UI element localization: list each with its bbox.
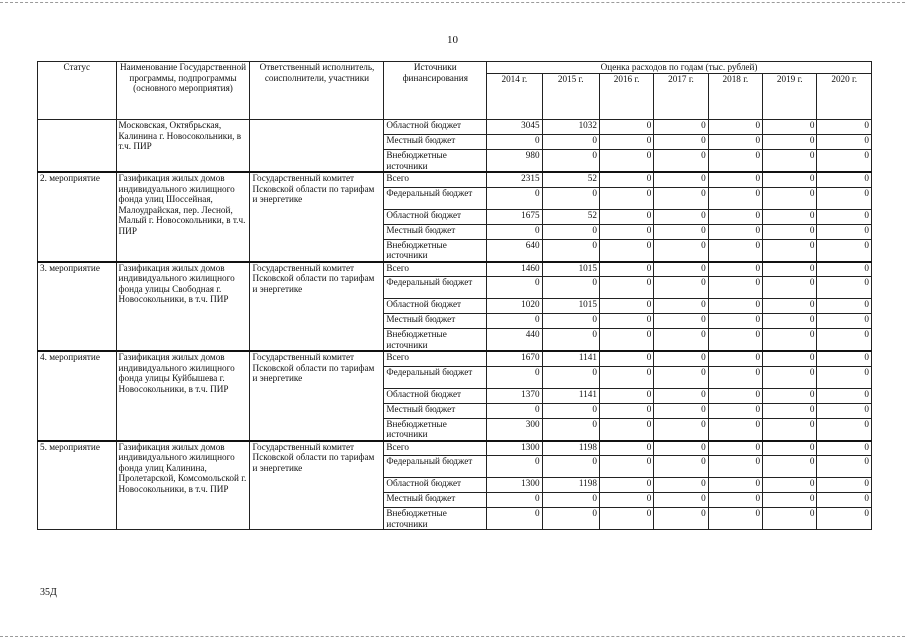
amount-cell: 0 <box>487 403 542 418</box>
amount-cell: 0 <box>708 299 762 314</box>
amount-cell: 0 <box>763 508 817 530</box>
amount-cell: 0 <box>817 172 872 187</box>
amount-cell: 0 <box>542 456 599 478</box>
amount-cell: 1670 <box>487 351 542 366</box>
amount-cell: 0 <box>708 351 762 366</box>
amount-cell: 0 <box>708 493 762 508</box>
funding-source-cell: Местный бюджет <box>384 493 487 508</box>
amount-cell: 0 <box>654 239 708 262</box>
header-sources: Источники финансирования <box>384 62 487 120</box>
executor-cell: Государственный комитет Псковской области по тарифам и энергетике <box>250 441 384 530</box>
table-row <box>38 351 872 366</box>
amount-cell: 0 <box>817 209 872 224</box>
header-program: Наименование Государственной программы, подпрограммы (основного мероприятия) <box>116 62 250 120</box>
amount-cell: 0 <box>654 508 708 530</box>
amount-cell: 0 <box>817 366 872 388</box>
amount-cell: 0 <box>487 314 542 329</box>
funding-source-cell: Всего <box>384 351 487 366</box>
amount-cell: 0 <box>763 441 817 456</box>
amount-cell: 0 <box>599 120 653 135</box>
amount-cell: 0 <box>654 120 708 135</box>
amount-cell: 0 <box>654 418 708 441</box>
amount-cell: 0 <box>708 508 762 530</box>
amount-cell: 0 <box>817 418 872 441</box>
header-year: 2016 г. <box>599 74 653 120</box>
funding-source-cell: Всего <box>384 441 487 456</box>
amount-cell: 0 <box>654 224 708 239</box>
amount-cell: 0 <box>763 187 817 209</box>
funding-source-cell: Всего <box>384 172 487 187</box>
amount-cell: 0 <box>599 493 653 508</box>
status-cell <box>38 120 117 173</box>
amount-cell: 0 <box>599 150 653 173</box>
amount-cell: 0 <box>654 351 708 366</box>
program-cell: Газификация жилых домов индивидуального жилищного фонда улицы Свободная г. Новосокольники, в т.ч. ПИР <box>116 262 250 352</box>
table-row <box>38 120 872 135</box>
amount-cell: 0 <box>708 478 762 493</box>
amount-cell: 1032 <box>542 120 599 135</box>
amount-cell: 0 <box>542 508 599 530</box>
table-row <box>38 441 872 456</box>
amount-cell: 0 <box>708 224 762 239</box>
header-cost-estimate: Оценка расходов по годам (тыс. рублей) <box>487 62 872 74</box>
amount-cell: 0 <box>654 403 708 418</box>
amount-cell: 0 <box>487 456 542 478</box>
amount-cell: 0 <box>654 314 708 329</box>
table-body <box>38 120 872 530</box>
amount-cell: 1198 <box>542 478 599 493</box>
amount-cell: 0 <box>817 239 872 262</box>
amount-cell: 1141 <box>542 351 599 366</box>
amount-cell: 0 <box>654 366 708 388</box>
amount-cell: 0 <box>654 441 708 456</box>
amount-cell: 0 <box>763 224 817 239</box>
amount-cell: 0 <box>654 172 708 187</box>
amount-cell: 0 <box>763 172 817 187</box>
amount-cell: 0 <box>708 456 762 478</box>
amount-cell: 0 <box>708 277 762 299</box>
amount-cell: 0 <box>763 239 817 262</box>
amount-cell: 0 <box>599 403 653 418</box>
amount-cell: 0 <box>654 135 708 150</box>
amount-cell: 0 <box>763 120 817 135</box>
funding-source-cell: Внебюджетные источники <box>384 329 487 352</box>
amount-cell: 52 <box>542 172 599 187</box>
header-year: 2018 г. <box>708 74 762 120</box>
amount-cell: 0 <box>542 150 599 173</box>
amount-cell: 0 <box>487 135 542 150</box>
amount-cell: 0 <box>599 172 653 187</box>
amount-cell: 1015 <box>542 299 599 314</box>
funding-source-cell: Всего <box>384 262 487 277</box>
amount-cell: 0 <box>763 418 817 441</box>
amount-cell: 0 <box>487 366 542 388</box>
executor-cell: Государственный комитет Псковской области по тарифам и энергетике <box>250 172 384 262</box>
amount-cell: 440 <box>487 329 542 352</box>
amount-cell: 3045 <box>487 120 542 135</box>
amount-cell: 1300 <box>487 441 542 456</box>
amount-cell: 0 <box>599 456 653 478</box>
funding-source-cell: Областной бюджет <box>384 299 487 314</box>
amount-cell: 0 <box>763 277 817 299</box>
amount-cell: 0 <box>708 239 762 262</box>
amount-cell: 0 <box>654 456 708 478</box>
amount-cell: 0 <box>599 329 653 352</box>
amount-cell: 0 <box>599 441 653 456</box>
amount-cell: 1015 <box>542 262 599 277</box>
amount-cell: 0 <box>708 150 762 173</box>
amount-cell: 0 <box>817 493 872 508</box>
amount-cell: 0 <box>487 277 542 299</box>
amount-cell: 0 <box>599 224 653 239</box>
funding-source-cell: Местный бюджет <box>384 135 487 150</box>
amount-cell: 0 <box>763 366 817 388</box>
amount-cell: 0 <box>817 478 872 493</box>
amount-cell: 0 <box>542 493 599 508</box>
funding-source-cell: Областной бюджет <box>384 388 487 403</box>
status-cell: 4. мероприятие <box>38 351 117 441</box>
amount-cell: 0 <box>599 209 653 224</box>
amount-cell: 0 <box>708 329 762 352</box>
funding-source-cell: Местный бюджет <box>384 403 487 418</box>
page-number: 10 <box>447 34 458 46</box>
funding-source-cell: Местный бюджет <box>384 224 487 239</box>
amount-cell: 0 <box>708 135 762 150</box>
amount-cell: 0 <box>708 403 762 418</box>
header-year: 2019 г. <box>763 74 817 120</box>
funding-source-cell: Федеральный бюджет <box>384 456 487 478</box>
amount-cell: 0 <box>599 366 653 388</box>
funding-source-cell: Федеральный бюджет <box>384 187 487 209</box>
amount-cell: 0 <box>542 135 599 150</box>
amount-cell: 0 <box>654 209 708 224</box>
amount-cell: 1370 <box>487 388 542 403</box>
amount-cell: 0 <box>487 224 542 239</box>
amount-cell: 0 <box>763 403 817 418</box>
amount-cell: 0 <box>599 508 653 530</box>
amount-cell: 0 <box>599 351 653 366</box>
funding-source-cell: Внебюджетные источники <box>384 239 487 262</box>
amount-cell: 0 <box>542 187 599 209</box>
amount-cell: 0 <box>763 314 817 329</box>
amount-cell: 0 <box>599 239 653 262</box>
amount-cell: 0 <box>654 493 708 508</box>
amount-cell: 0 <box>763 329 817 352</box>
amount-cell: 1300 <box>487 478 542 493</box>
amount-cell: 0 <box>817 120 872 135</box>
amount-cell: 0 <box>817 508 872 530</box>
amount-cell: 0 <box>487 493 542 508</box>
scan-top-edge <box>0 2 905 3</box>
funding-source-cell: Местный бюджет <box>384 314 487 329</box>
funding-source-cell: Областной бюджет <box>384 120 487 135</box>
scan-bottom-edge <box>0 636 905 637</box>
amount-cell: 1141 <box>542 388 599 403</box>
amount-cell: 0 <box>487 187 542 209</box>
funding-source-cell: Федеральный бюджет <box>384 366 487 388</box>
amount-cell: 640 <box>487 239 542 262</box>
amount-cell: 0 <box>817 299 872 314</box>
amount-cell: 0 <box>599 262 653 277</box>
amount-cell: 0 <box>763 478 817 493</box>
amount-cell: 0 <box>763 299 817 314</box>
status-cell: 3. мероприятие <box>38 262 117 352</box>
amount-cell: 0 <box>763 493 817 508</box>
header-year: 2020 г. <box>817 74 872 120</box>
executor-cell: Государственный комитет Псковской области по тарифам и энергетике <box>250 262 384 352</box>
amount-cell: 0 <box>817 150 872 173</box>
amount-cell: 0 <box>817 135 872 150</box>
amount-cell: 0 <box>599 135 653 150</box>
amount-cell: 0 <box>542 314 599 329</box>
amount-cell: 0 <box>817 441 872 456</box>
amount-cell: 0 <box>708 418 762 441</box>
header-year: 2015 г. <box>542 74 599 120</box>
header-year: 2017 г. <box>654 74 708 120</box>
amount-cell: 0 <box>599 388 653 403</box>
amount-cell: 0 <box>763 209 817 224</box>
amount-cell: 0 <box>817 388 872 403</box>
amount-cell: 0 <box>599 478 653 493</box>
amount-cell: 0 <box>708 366 762 388</box>
funding-source-cell: Внебюджетные источники <box>384 418 487 441</box>
table-row <box>38 262 872 277</box>
amount-cell: 0 <box>654 299 708 314</box>
funding-source-cell: Внебюджетные источники <box>384 508 487 530</box>
amount-cell: 0 <box>542 403 599 418</box>
status-cell: 2. мероприятие <box>38 172 117 262</box>
amount-cell: 0 <box>817 262 872 277</box>
amount-cell: 0 <box>654 277 708 299</box>
program-cell: Московская, Октябрьская, Калинина г. Новосокольники, в т.ч. ПИР <box>116 120 250 173</box>
amount-cell: 0 <box>542 239 599 262</box>
amount-cell: 0 <box>817 456 872 478</box>
amount-cell: 0 <box>763 150 817 173</box>
funding-source-cell: Областной бюджет <box>384 209 487 224</box>
amount-cell: 0 <box>599 187 653 209</box>
amount-cell: 0 <box>763 388 817 403</box>
amount-cell: 0 <box>708 209 762 224</box>
amount-cell: 0 <box>817 351 872 366</box>
amount-cell: 0 <box>817 329 872 352</box>
amount-cell: 0 <box>763 456 817 478</box>
amount-cell: 0 <box>817 224 872 239</box>
amount-cell: 0 <box>654 187 708 209</box>
amount-cell: 0 <box>708 120 762 135</box>
funding-source-cell: Внебюджетные источники <box>384 150 487 173</box>
expenditure-table <box>37 61 872 530</box>
footer-code: 35Д <box>40 587 57 598</box>
table-header <box>38 62 872 120</box>
amount-cell: 0 <box>654 478 708 493</box>
amount-cell: 0 <box>817 187 872 209</box>
amount-cell: 52 <box>542 209 599 224</box>
amount-cell: 1020 <box>487 299 542 314</box>
amount-cell: 0 <box>708 314 762 329</box>
program-cell: Газификация жилых домов индивидуального жилищного фонда улиц Калинина, Пролетарской, Комсомольской г. Новосокольники, в т.ч. ПИР <box>116 441 250 530</box>
amount-cell: 0 <box>599 299 653 314</box>
amount-cell: 0 <box>708 187 762 209</box>
amount-cell: 980 <box>487 150 542 173</box>
amount-cell: 0 <box>654 150 708 173</box>
amount-cell: 0 <box>763 135 817 150</box>
amount-cell: 0 <box>708 172 762 187</box>
amount-cell: 0 <box>542 366 599 388</box>
amount-cell: 2315 <box>487 172 542 187</box>
status-cell: 5. мероприятие <box>38 441 117 530</box>
amount-cell: 0 <box>763 262 817 277</box>
program-cell: Газификация жилых домов индивидуального жилищного фонда улицы Куйбышева г. Новосокольники, в т.ч. ПИР <box>116 351 250 441</box>
amount-cell: 0 <box>542 329 599 352</box>
table-row <box>38 172 872 187</box>
amount-cell: 0 <box>599 314 653 329</box>
amount-cell: 1460 <box>487 262 542 277</box>
amount-cell: 0 <box>708 441 762 456</box>
amount-cell: 0 <box>599 418 653 441</box>
amount-cell: 0 <box>542 224 599 239</box>
amount-cell: 0 <box>708 262 762 277</box>
amount-cell: 0 <box>487 508 542 530</box>
amount-cell: 1198 <box>542 441 599 456</box>
amount-cell: 0 <box>599 277 653 299</box>
program-cell: Газификация жилых домов индивидуального жилищного фонда улиц Шоссейная, Малоудрайская, пер. Лесной, Малый г. Новосокольники, в т.ч. ПИР <box>116 172 250 262</box>
amount-cell: 0 <box>542 418 599 441</box>
amount-cell: 1675 <box>487 209 542 224</box>
amount-cell: 0 <box>708 388 762 403</box>
amount-cell: 0 <box>654 329 708 352</box>
amount-cell: 300 <box>487 418 542 441</box>
amount-cell: 0 <box>763 351 817 366</box>
executor-cell <box>250 120 384 173</box>
header-year: 2014 г. <box>487 74 542 120</box>
executor-cell: Государственный комитет Псковской области по тарифам и энергетике <box>250 351 384 441</box>
amount-cell: 0 <box>817 277 872 299</box>
amount-cell: 0 <box>654 262 708 277</box>
header-executor: Ответственный исполнитель, соисполнители, участники <box>250 62 384 120</box>
header-status: Статус <box>38 62 117 120</box>
amount-cell: 0 <box>817 314 872 329</box>
funding-source-cell: Областной бюджет <box>384 478 487 493</box>
amount-cell: 0 <box>542 277 599 299</box>
funding-source-cell: Федеральный бюджет <box>384 277 487 299</box>
amount-cell: 0 <box>654 388 708 403</box>
amount-cell: 0 <box>817 403 872 418</box>
